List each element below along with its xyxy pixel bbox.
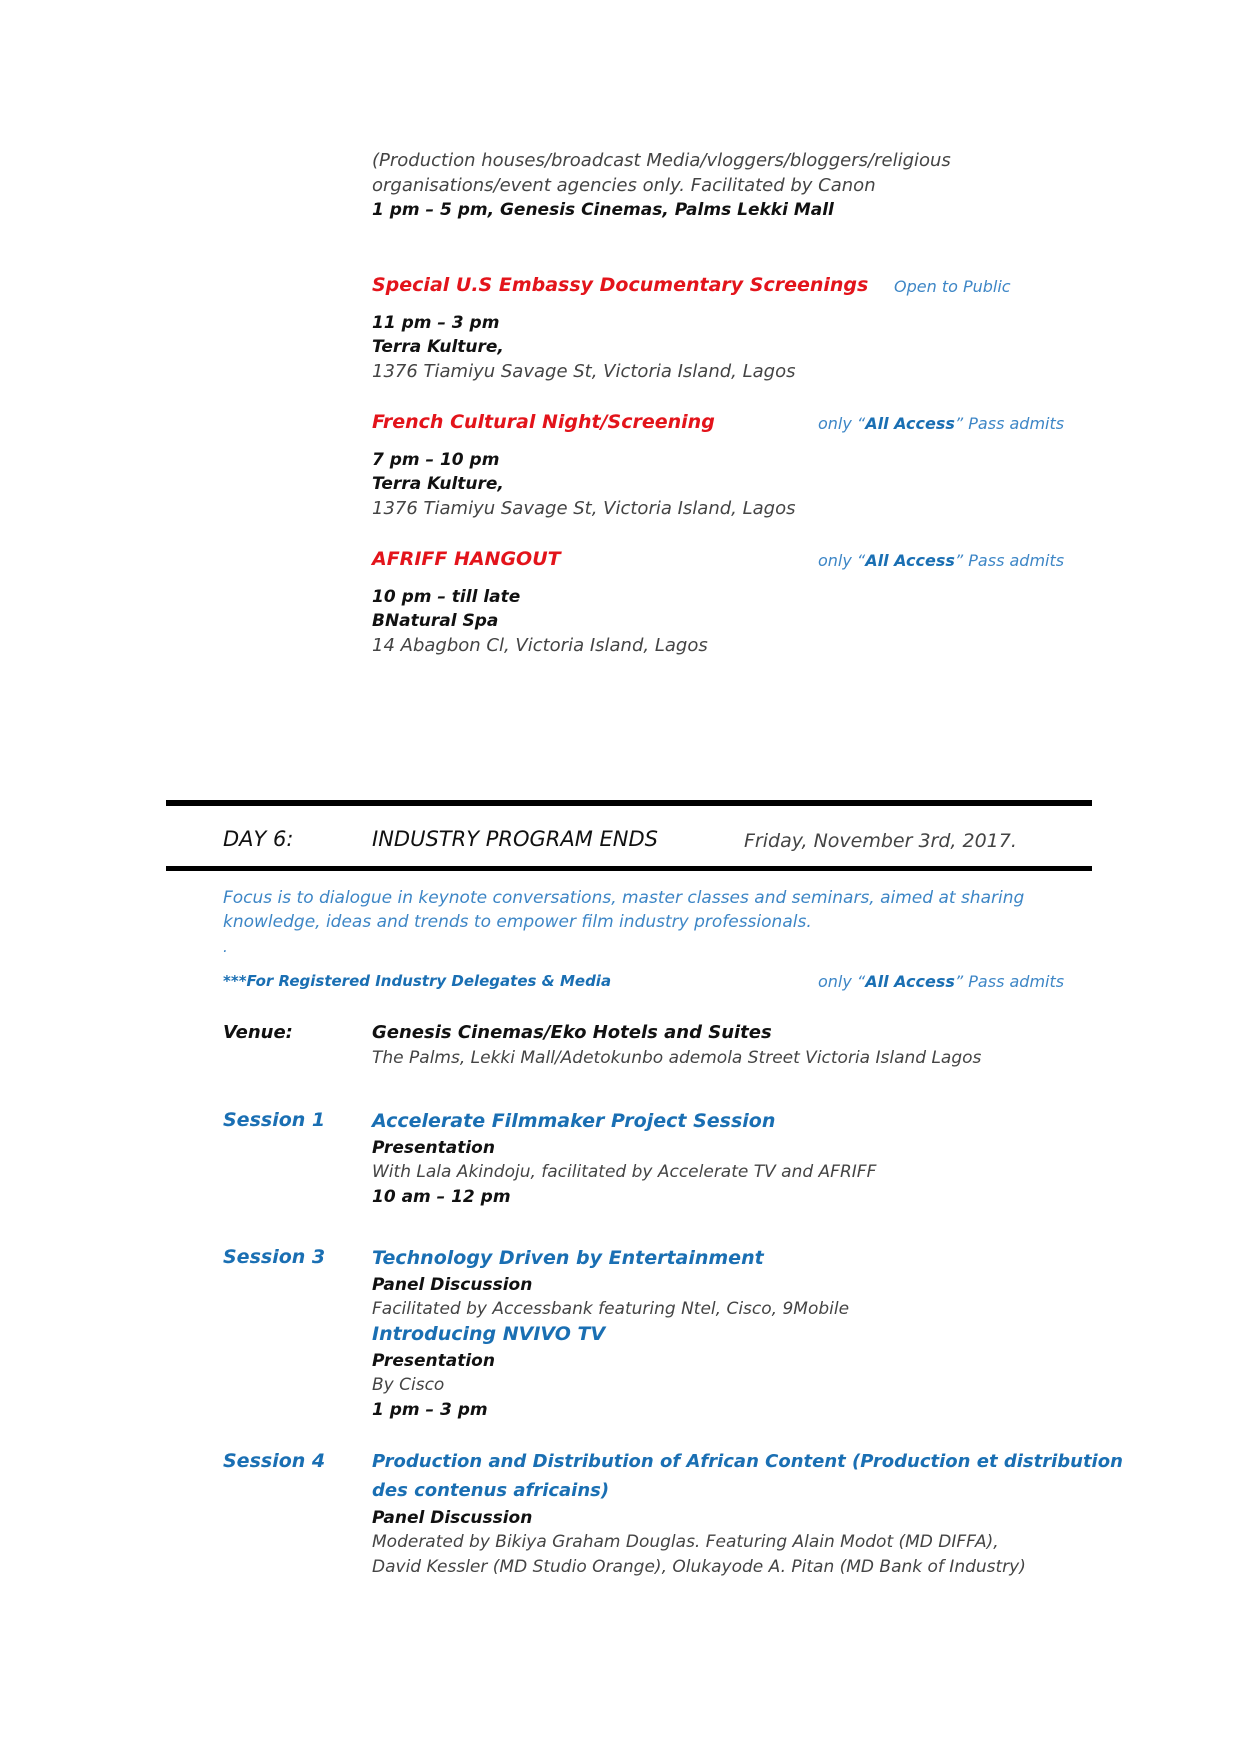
session-title-2: Introducing NVIVO TV [372,1323,606,1345]
event-venue: Terra Kulture, [372,474,504,494]
access-bold: All Access [865,414,955,433]
day-date: Friday, November 3rd, 2017. [744,830,1017,852]
session-label: Session 3 [223,1246,326,1268]
focus-dot: . [223,938,228,956]
session-type: Panel Discussion [372,1508,533,1528]
event-title: Special U.S Embassy Documentary Screenings [372,274,869,296]
session-title: Accelerate Filmmaker Project Session [372,1110,776,1132]
access-post: ” Pass admits [954,972,1065,991]
session-desc-line-2: David Kessler (MD Studio Orange), Olukayode A. Pitan (MD Bank of Industry) [372,1557,1026,1577]
header-rule-top [166,800,1092,806]
access-note [818,551,1064,570]
registered-note: ***For Registered Industry Delegates & Media [223,972,612,990]
access-note [818,414,1064,433]
access-pre: only “ [818,551,866,570]
focus-line-2: knowledge, ideas and trends to empower film industry professionals. [223,912,812,932]
access-post: ” Pass admits [954,551,1065,570]
event-time: 10 pm – till late [372,587,521,607]
day-label: DAY 6: [223,827,294,851]
session-type: Presentation [372,1138,495,1158]
access-note: Open to Public [894,277,1011,296]
focus-line-1: Focus is to dialogue in keynote conversations, master classes and seminars, aimed at sharing [223,888,1025,908]
event-time: 7 pm – 10 pm [372,450,500,470]
event-title: AFRIFF HANGOUT [372,548,561,570]
session-desc-line-1: Moderated by Bikiya Graham Douglas. Featuring Alain Modot (MD DIFFA), [372,1532,999,1552]
event-title: French Cultural Night/Screening [372,411,715,433]
session-type-2: Presentation [372,1351,495,1371]
session-desc-2: By Cisco [372,1375,445,1395]
event-venue: BNatural Spa [372,611,499,631]
venue-name: Genesis Cinemas/Eko Hotels and Suites [372,1022,772,1043]
venue-address: The Palms, Lekki Mall/Adetokunbo ademola Street Victoria Island Lagos [372,1048,982,1068]
event-address: 1376 Tiamiyu Savage St, Victoria Island, Lagos [372,498,796,519]
intro-line-2: organisations/event agencies only. Facilitated by Canon [372,175,876,196]
venue-label: Venue: [223,1022,293,1043]
event-address: 14 Abagbon Cl, Victoria Island, Lagos [372,635,708,656]
access-pre: only “ [818,414,866,433]
access-post: ” Pass admits [954,414,1065,433]
header-rule-bottom [166,866,1092,871]
session-time: 10 am – 12 pm [372,1187,511,1207]
session-title-line-1: Production and Distribution of African Content (Production et distribution [372,1451,1123,1472]
session-title-line-2: des contenus africains) [372,1480,610,1501]
session-type: Panel Discussion [372,1275,533,1295]
day-title: INDUSTRY PROGRAM ENDS [372,827,658,851]
access-bold: All Access [865,972,955,991]
session-label: Session 1 [223,1109,326,1131]
access-pre: only “ [818,972,866,991]
session-desc: Facilitated by Accessbank featuring Ntel, Cisco, 9Mobile [372,1299,850,1319]
event-time: 11 pm – 3 pm [372,313,500,333]
event-venue: Terra Kulture, [372,337,504,357]
session-time: 1 pm – 3 pm [372,1400,488,1420]
session-desc: With Lala Akindoju, facilitated by Accelerate TV and AFRIFF [372,1162,877,1182]
event-address: 1376 Tiamiyu Savage St, Victoria Island, Lagos [372,361,796,382]
session-title: Technology Driven by Entertainment [372,1247,764,1269]
intro-line-1: (Production houses/broadcast Media/vloggers/bloggers/religious [372,150,951,171]
session-label: Session 4 [223,1450,326,1472]
access-note [818,972,1064,991]
intro-time-place: 1 pm – 5 pm, Genesis Cinemas, Palms Lekki Mall [372,200,834,220]
access-bold: All Access [865,551,955,570]
